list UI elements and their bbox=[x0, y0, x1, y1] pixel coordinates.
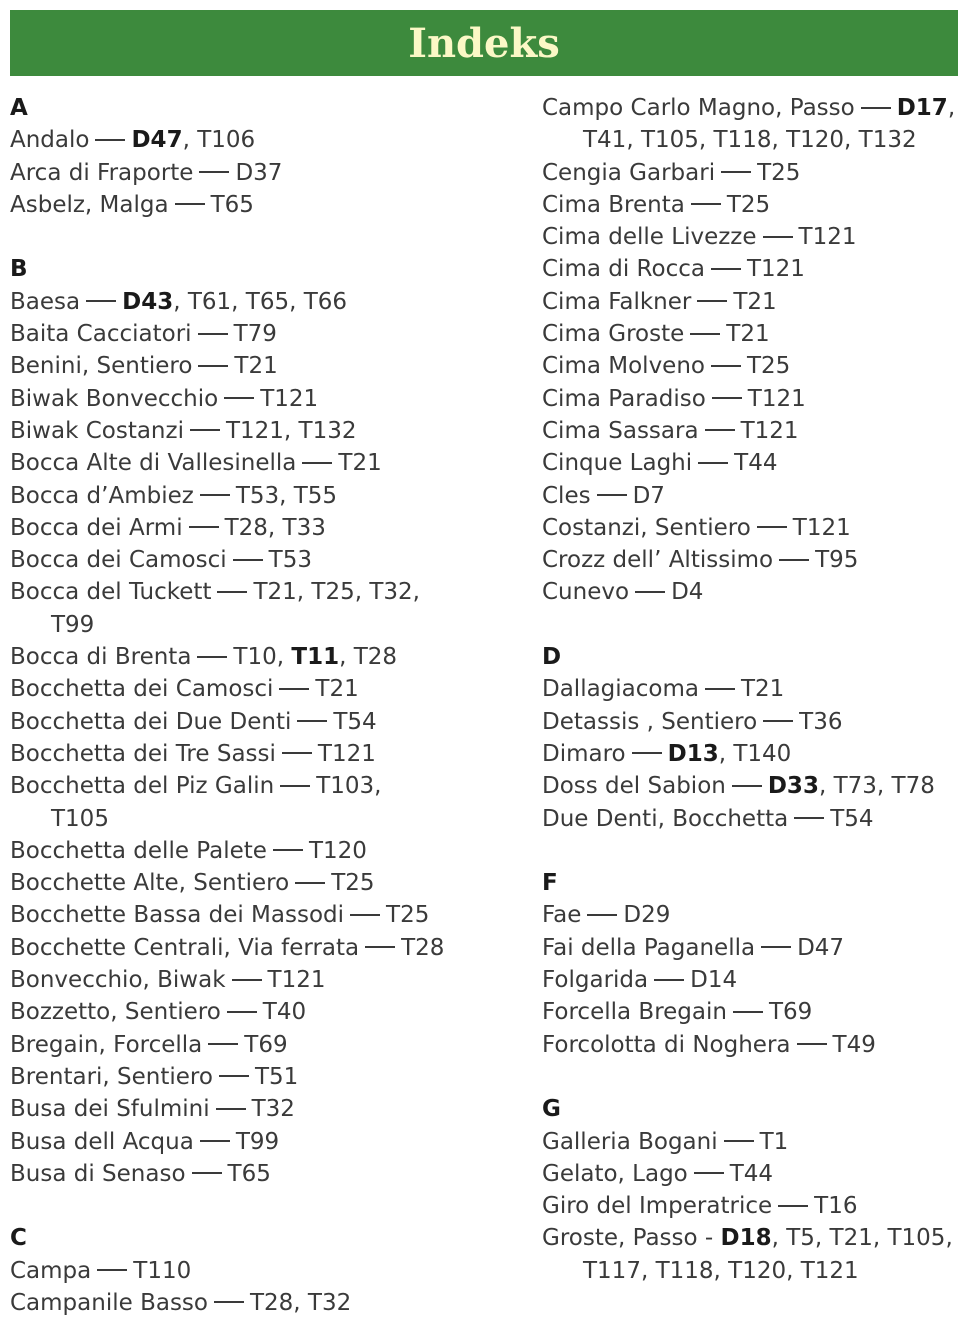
page-ref: T21 bbox=[733, 288, 777, 315]
page-ref: T21 bbox=[726, 321, 770, 348]
index-entry bbox=[10, 124, 450, 156]
entry-name: Cima Falkner bbox=[542, 288, 692, 315]
entry-name: Baesa bbox=[10, 288, 81, 315]
dash-separator bbox=[721, 171, 751, 173]
page-ref-bold: D43 bbox=[122, 288, 174, 315]
page-ref: T121 bbox=[747, 385, 806, 412]
dash-separator bbox=[705, 688, 735, 690]
page-ref: T21, T25, T32, bbox=[253, 579, 420, 606]
page-ref: T25 bbox=[331, 870, 375, 897]
dash-separator bbox=[732, 785, 762, 787]
page-ref: T121 bbox=[798, 224, 857, 251]
index-entry bbox=[10, 932, 450, 964]
entry-name: Cima di Rocca bbox=[542, 256, 705, 283]
dash-separator bbox=[597, 494, 627, 496]
entry-name: Busa di Senaso bbox=[10, 1160, 186, 1187]
page-ref: , T106 bbox=[182, 127, 256, 154]
index-entry-continuation bbox=[10, 609, 450, 641]
entry-name: Busa dei Sfulmini bbox=[10, 1096, 210, 1123]
dash-separator bbox=[587, 914, 617, 916]
page-ref: T21 bbox=[234, 353, 278, 380]
section-letter: D bbox=[542, 644, 562, 671]
spacer bbox=[10, 1190, 450, 1222]
entry-name: Bocchetta dei Due Denti bbox=[10, 708, 292, 735]
entry-name: Galleria Bogani bbox=[542, 1128, 718, 1155]
entry-name: Andalo bbox=[10, 127, 90, 154]
entry-name: Busa dell Acqua bbox=[10, 1128, 194, 1155]
page-ref: D47 bbox=[797, 934, 845, 961]
section-letter: G bbox=[542, 1096, 561, 1123]
entry-name: Campo Carlo Magno, Passo bbox=[542, 95, 855, 121]
page-ref: T110 bbox=[133, 1257, 192, 1284]
dash-separator bbox=[694, 1172, 724, 1174]
index-entry bbox=[10, 1093, 450, 1125]
page-ref: T79 bbox=[233, 321, 277, 348]
page-ref: T25 bbox=[726, 191, 771, 218]
entry-name: Bocchette Alte, Sentiero bbox=[10, 870, 290, 897]
index-entry bbox=[10, 480, 450, 512]
index-entry bbox=[542, 1190, 960, 1222]
page-ref: T44 bbox=[734, 450, 778, 477]
page-ref-bold: T11 bbox=[291, 644, 340, 671]
entry-name: Bocca d’Ambiez bbox=[10, 482, 194, 509]
dash-separator bbox=[302, 462, 332, 464]
dash-separator bbox=[350, 914, 380, 916]
page-ref: T53, T55 bbox=[235, 482, 338, 509]
dash-separator bbox=[761, 946, 791, 948]
page-ref: , T140 bbox=[718, 740, 792, 767]
index-entry bbox=[10, 415, 450, 447]
spacer bbox=[10, 221, 450, 253]
index-entry bbox=[10, 899, 450, 931]
entry-name: Forcella Bregain bbox=[542, 999, 727, 1026]
entry-name: Cunevo bbox=[542, 579, 630, 606]
index-entry bbox=[10, 576, 450, 608]
page-ref: , T5, T21, T105, bbox=[771, 1225, 953, 1252]
page-ref: , T28 bbox=[339, 644, 398, 671]
index-entry bbox=[10, 1287, 450, 1319]
page-ref: T105 bbox=[51, 805, 109, 832]
dash-separator bbox=[190, 429, 220, 431]
entry-name: Doss del Sabion bbox=[542, 773, 726, 800]
entry-name: Cima Molveno bbox=[542, 353, 705, 380]
index-entry bbox=[10, 867, 450, 899]
index-entry bbox=[542, 92, 960, 124]
page-ref: T121 bbox=[267, 967, 326, 994]
page-ref: T54 bbox=[830, 805, 874, 832]
index-header bbox=[10, 10, 958, 76]
dash-separator bbox=[698, 462, 728, 464]
page-ref: T10, bbox=[233, 644, 292, 671]
page-ref: D4 bbox=[671, 579, 704, 606]
entry-name: Due Denti, Bocchetta bbox=[542, 805, 789, 832]
page-ref: T25 bbox=[386, 902, 430, 929]
page-ref: T28, T32 bbox=[249, 1289, 352, 1316]
index-entry bbox=[10, 318, 450, 350]
index-entry bbox=[542, 899, 960, 931]
entry-name: Bocca di Brenta bbox=[10, 644, 192, 671]
section-letter: B bbox=[10, 256, 28, 283]
index-entry bbox=[10, 738, 450, 770]
index-entry bbox=[10, 157, 450, 189]
dash-separator bbox=[197, 656, 227, 658]
dash-separator bbox=[199, 171, 229, 173]
page-ref: T25 bbox=[746, 353, 791, 380]
index-entry bbox=[542, 673, 960, 705]
index-entry bbox=[542, 318, 960, 350]
page-ref: T69 bbox=[244, 1031, 288, 1058]
index-entry bbox=[10, 1255, 450, 1287]
dash-separator bbox=[690, 333, 720, 335]
index-entry bbox=[10, 1126, 450, 1158]
entry-name: Cima delle Livezze bbox=[542, 224, 757, 251]
page-ref: T44 bbox=[729, 1160, 774, 1187]
dash-separator bbox=[711, 365, 741, 367]
index-entry bbox=[542, 996, 960, 1028]
entry-name: Cima Sassara bbox=[542, 417, 699, 444]
dash-separator bbox=[705, 429, 735, 431]
entry-name: Detassis , Sentiero bbox=[542, 708, 758, 735]
entry-name: Cima Paradiso bbox=[542, 385, 706, 412]
entry-name: Cles bbox=[542, 482, 591, 509]
index-entry bbox=[542, 706, 960, 738]
index-entry bbox=[542, 189, 960, 221]
page-ref: T32 bbox=[251, 1096, 295, 1123]
entry-name: Bocchetta delle Palete bbox=[10, 837, 267, 864]
dash-separator bbox=[175, 203, 205, 205]
index-entry bbox=[542, 544, 960, 576]
entry-name: Costanzi, Sentiero bbox=[542, 514, 751, 541]
entry-name: Campa bbox=[10, 1257, 92, 1284]
dash-separator bbox=[95, 139, 125, 141]
dash-separator bbox=[794, 817, 824, 819]
spacer bbox=[542, 835, 960, 867]
page-ref: T36 bbox=[799, 708, 843, 735]
entry-name: Biwak Costanzi bbox=[10, 417, 184, 444]
entry-name: Fai della Paganella bbox=[542, 934, 756, 961]
page-ref: D14 bbox=[690, 967, 738, 994]
entry-name: Cengia Garbari bbox=[542, 159, 716, 186]
page-ref: T69 bbox=[768, 999, 813, 1026]
index-entry bbox=[542, 447, 960, 479]
section-letter: F bbox=[542, 870, 558, 897]
index-entry bbox=[10, 1061, 450, 1093]
entry-name: Groste, Passo - bbox=[542, 1225, 714, 1252]
index-entry bbox=[10, 770, 450, 802]
page-ref: , T61, T65, T66 bbox=[173, 288, 348, 315]
dash-separator bbox=[297, 720, 327, 722]
dash-separator bbox=[779, 559, 809, 561]
page-ref: T51 bbox=[254, 1063, 299, 1090]
index-entry bbox=[542, 480, 960, 512]
index-entry bbox=[542, 512, 960, 544]
page-ref-bold: D13 bbox=[667, 740, 719, 767]
page-ref-bold: D17 bbox=[896, 95, 948, 121]
dash-separator bbox=[208, 1043, 238, 1045]
entry-name: Giro del Imperatrice bbox=[542, 1193, 773, 1220]
page-ref: T41, T105, T118, T120, T132 bbox=[583, 127, 917, 154]
entry-name: Bocchetta del Piz Galin bbox=[10, 773, 275, 800]
index-entry bbox=[10, 1158, 450, 1190]
index-entry bbox=[10, 673, 450, 705]
index-entry bbox=[542, 803, 960, 835]
index-entry bbox=[542, 770, 960, 802]
dash-separator bbox=[757, 526, 787, 528]
index-entry bbox=[10, 383, 450, 415]
dash-separator bbox=[200, 1140, 230, 1142]
entry-name: Benini, Sentiero bbox=[10, 353, 193, 380]
dash-separator bbox=[97, 1269, 127, 1271]
page-ref: D29 bbox=[623, 902, 671, 929]
dash-separator bbox=[273, 849, 303, 851]
index-entry bbox=[542, 932, 960, 964]
index-entry bbox=[542, 1158, 960, 1190]
page-ref: T103, bbox=[316, 773, 382, 800]
index-entry bbox=[542, 576, 960, 608]
page-ref: T121, T132 bbox=[225, 417, 357, 444]
entry-name: Crozz dell’ Altissimo bbox=[542, 547, 774, 574]
page-ref: T54 bbox=[333, 708, 377, 735]
entry-name: Forcolotta di Noghera bbox=[542, 1031, 791, 1058]
page-ref: T28, T33 bbox=[224, 514, 326, 541]
page-ref: T65 bbox=[210, 191, 254, 218]
page-ref: T121 bbox=[746, 256, 805, 283]
page-ref: T40 bbox=[262, 999, 307, 1026]
index-column-right bbox=[542, 92, 960, 1287]
entry-name: Bocchette Centrali, Via ferrata bbox=[10, 934, 360, 961]
dash-separator bbox=[697, 300, 727, 302]
entry-name: Bocca dei Camosci bbox=[10, 547, 227, 574]
page-ref: T21 bbox=[338, 450, 382, 477]
dash-separator bbox=[763, 236, 793, 238]
dash-separator bbox=[365, 946, 395, 948]
dash-separator bbox=[227, 1011, 257, 1013]
index-entry bbox=[542, 383, 960, 415]
dash-separator bbox=[861, 107, 891, 109]
entry-name: Bocchetta dei Camosci bbox=[10, 676, 274, 703]
section-letter: C bbox=[10, 1225, 27, 1252]
page-ref: D7 bbox=[632, 482, 665, 509]
dash-separator bbox=[635, 591, 665, 593]
dash-separator bbox=[632, 752, 662, 754]
entry-name: Campanile Basso bbox=[10, 1289, 208, 1316]
dash-separator bbox=[200, 494, 230, 496]
page-ref: T21 bbox=[315, 676, 359, 703]
index-entry bbox=[542, 415, 960, 447]
dash-separator bbox=[192, 1172, 222, 1174]
entry-name: Folgarida bbox=[542, 967, 649, 994]
index-entry-continuation bbox=[542, 124, 960, 156]
entry-name: Bocchette Bassa dei Massodi bbox=[10, 902, 345, 929]
dash-separator bbox=[86, 300, 116, 302]
entry-name: Cima Groste bbox=[542, 321, 685, 348]
index-entry bbox=[10, 512, 450, 544]
dash-separator bbox=[224, 397, 254, 399]
index-entry bbox=[10, 189, 450, 221]
index-entry bbox=[10, 350, 450, 382]
page-title: Indeks bbox=[408, 19, 560, 67]
index-entry bbox=[542, 1222, 960, 1254]
index-entry-continuation bbox=[542, 1255, 960, 1287]
dash-separator bbox=[219, 1075, 249, 1077]
index-entry bbox=[542, 1126, 960, 1158]
index-entry bbox=[10, 641, 450, 673]
dash-separator bbox=[724, 1140, 754, 1142]
page-ref: T28 bbox=[401, 934, 445, 961]
index-entry bbox=[542, 1029, 960, 1061]
dash-separator bbox=[216, 1108, 246, 1110]
dash-separator bbox=[711, 268, 741, 270]
page-ref-bold: D18 bbox=[720, 1225, 772, 1252]
dash-separator bbox=[198, 333, 228, 335]
entry-name: Bozzetto, Sentiero bbox=[10, 999, 221, 1026]
page-ref: T121 bbox=[792, 514, 851, 541]
index-entry bbox=[542, 253, 960, 285]
dash-separator bbox=[217, 591, 247, 593]
index-entry bbox=[10, 964, 450, 996]
index-entry-continuation bbox=[10, 803, 450, 835]
index-entry bbox=[542, 350, 960, 382]
dash-separator bbox=[232, 979, 262, 981]
page-ref: T21 bbox=[740, 676, 785, 703]
page-ref: , T73, T78 bbox=[818, 773, 935, 800]
entry-name: Bregain, Forcella bbox=[10, 1031, 203, 1058]
dash-separator bbox=[280, 785, 310, 787]
entry-name: Bocca Alte di Vallesinella bbox=[10, 450, 297, 477]
page-ref: , bbox=[947, 95, 956, 121]
index-entry bbox=[542, 157, 960, 189]
section-letter: A bbox=[10, 95, 28, 121]
index-entry bbox=[10, 1029, 450, 1061]
spacer bbox=[542, 1061, 960, 1093]
page-ref-bold: D33 bbox=[767, 773, 819, 800]
page-ref: T65 bbox=[227, 1160, 271, 1187]
spacer bbox=[542, 609, 960, 641]
entry-name: Dimaro bbox=[542, 740, 626, 767]
index-entry bbox=[10, 996, 450, 1028]
index-entry bbox=[10, 544, 450, 576]
dash-separator bbox=[654, 979, 684, 981]
entry-name: Bocchetta dei Tre Sassi bbox=[10, 740, 276, 767]
entry-name: Fae bbox=[542, 902, 582, 929]
dash-separator bbox=[214, 1301, 244, 1303]
page-ref: T53 bbox=[268, 547, 312, 574]
page-ref: T25 bbox=[757, 159, 801, 186]
page-ref: T120 bbox=[308, 837, 367, 864]
entry-name: Bocca dei Armi bbox=[10, 514, 183, 541]
page-ref: T16 bbox=[814, 1193, 858, 1220]
dash-separator bbox=[198, 365, 228, 367]
entry-name: Arca di Fraporte bbox=[10, 159, 194, 186]
page-ref: T121 bbox=[260, 385, 319, 412]
entry-name: Bocca del Tuckett bbox=[10, 579, 212, 606]
dash-separator bbox=[282, 752, 312, 754]
index-entry bbox=[10, 706, 450, 738]
index-column-left bbox=[10, 92, 450, 1319]
entry-name: Dallagiacoma bbox=[542, 676, 699, 703]
dash-separator bbox=[279, 688, 309, 690]
page-ref: D37 bbox=[235, 159, 283, 186]
entry-name: Biwak Bonvecchio bbox=[10, 385, 219, 412]
page-ref-bold: D47 bbox=[131, 127, 183, 154]
entry-name: Brentari, Sentiero bbox=[10, 1063, 213, 1090]
dash-separator bbox=[189, 526, 219, 528]
index-entry bbox=[542, 221, 960, 253]
page-ref: T121 bbox=[740, 417, 799, 444]
entry-name: Cima Brenta bbox=[542, 191, 685, 218]
page-ref: T1 bbox=[759, 1128, 789, 1155]
page-ref: T49 bbox=[832, 1031, 876, 1058]
dash-separator bbox=[797, 1043, 827, 1045]
entry-name: Gelato, Lago bbox=[542, 1160, 688, 1187]
entry-name: Cinque Laghi bbox=[542, 450, 693, 477]
dash-separator bbox=[733, 1011, 763, 1013]
dash-separator bbox=[691, 203, 721, 205]
page-ref: T99 bbox=[235, 1128, 280, 1155]
index-entry bbox=[542, 286, 960, 318]
index-entry bbox=[10, 447, 450, 479]
index-entry bbox=[10, 835, 450, 867]
dash-separator bbox=[778, 1205, 808, 1207]
index-entry bbox=[542, 738, 960, 770]
index-entry bbox=[10, 286, 450, 318]
dash-separator bbox=[712, 397, 742, 399]
dash-separator bbox=[295, 882, 325, 884]
index-entry bbox=[542, 964, 960, 996]
entry-name: Baita Cacciatori bbox=[10, 321, 192, 348]
page-ref: T121 bbox=[317, 740, 376, 767]
page-ref: T117, T118, T120, T121 bbox=[583, 1257, 859, 1284]
dash-separator bbox=[233, 559, 263, 561]
page-ref: T99 bbox=[51, 611, 95, 638]
page-ref: T95 bbox=[815, 547, 859, 574]
entry-name: Bonvecchio, Biwak bbox=[10, 967, 226, 994]
entry-name: Asbelz, Malga bbox=[10, 191, 169, 218]
dash-separator bbox=[763, 720, 793, 722]
